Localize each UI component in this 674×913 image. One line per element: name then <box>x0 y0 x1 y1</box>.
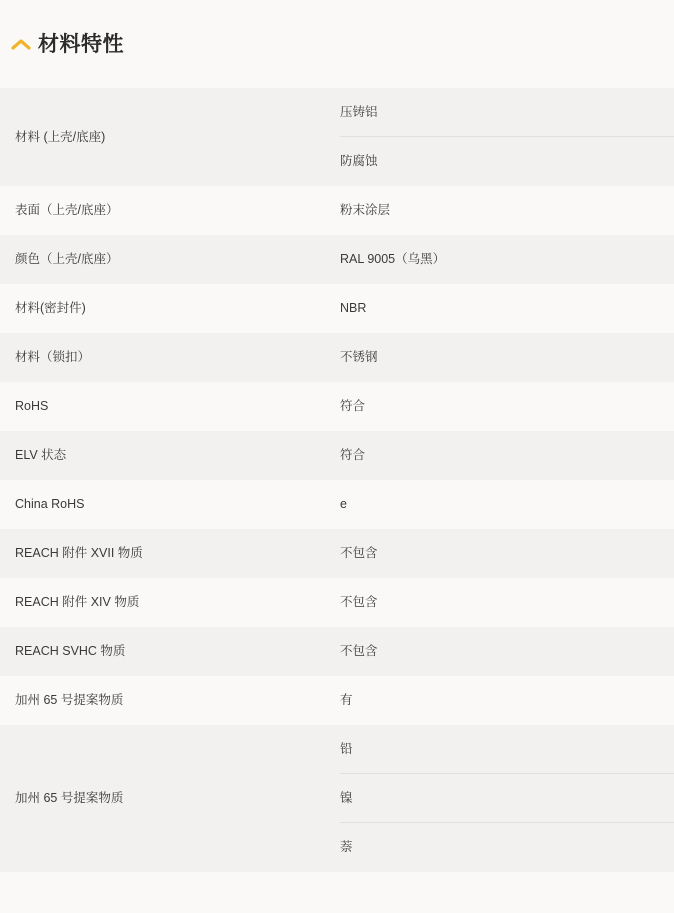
row-value: 符合 <box>330 382 674 431</box>
row-label: 材料(密封件) <box>0 284 330 333</box>
row-label: 加州 65 号提案物质 <box>0 676 330 725</box>
row-value: 符合 <box>330 431 674 480</box>
value-line: 萘 <box>340 840 353 855</box>
value-line: 防腐蚀 <box>340 154 378 169</box>
section-header[interactable] <box>0 0 674 54</box>
row-value: 不包含 <box>330 627 674 676</box>
row-value: 不包含 <box>330 529 674 578</box>
row-value: NBR <box>330 284 674 333</box>
table-row <box>0 529 674 578</box>
table-row <box>0 284 674 333</box>
row-label: ELV 状态 <box>0 431 330 480</box>
table-row <box>0 333 674 382</box>
row-label: 材料 (上壳/底座) <box>0 88 330 186</box>
table-row <box>0 235 674 284</box>
row-label: REACH 附件 XVII 物质 <box>0 529 330 578</box>
table-row <box>0 578 674 627</box>
bottom-spacer <box>0 872 674 890</box>
table-body <box>0 88 674 872</box>
row-value: 有 <box>330 676 674 725</box>
table-row <box>0 186 674 235</box>
row-value: e <box>330 480 674 529</box>
row-label: 材料（锁扣） <box>0 333 330 382</box>
table-row <box>0 480 674 529</box>
material-properties-table <box>0 88 674 872</box>
row-value <box>330 88 674 186</box>
value-line: 铅 <box>340 725 674 774</box>
value-line: 镍 <box>340 774 674 823</box>
row-label: China RoHS <box>0 480 330 529</box>
table-row <box>0 627 674 676</box>
row-value <box>330 725 674 872</box>
value-stack <box>340 725 674 872</box>
row-value: 粉末涂层 <box>330 186 674 235</box>
table-row <box>0 725 674 872</box>
value-stack <box>340 88 674 186</box>
row-value: 不锈钢 <box>330 333 674 382</box>
value-line: 压铸铝 <box>340 88 674 137</box>
page-title: 材料特性 <box>38 32 124 56</box>
row-label: 颜色（上壳/底座） <box>0 235 330 284</box>
table-row <box>0 88 674 186</box>
row-label: RoHS <box>0 382 330 431</box>
table-row <box>0 676 674 725</box>
row-label: 表面（上壳/底座） <box>0 186 330 235</box>
table-row <box>0 382 674 431</box>
table-row <box>0 431 674 480</box>
row-value: RAL 9005（乌黑） <box>330 235 674 284</box>
row-label: REACH SVHC 物质 <box>0 627 330 676</box>
chevron-up-icon[interactable] <box>10 33 32 55</box>
row-value: 不包含 <box>330 578 674 627</box>
row-label: REACH 附件 XIV 物质 <box>0 578 330 627</box>
row-label: 加州 65 号提案物质 <box>0 725 330 872</box>
